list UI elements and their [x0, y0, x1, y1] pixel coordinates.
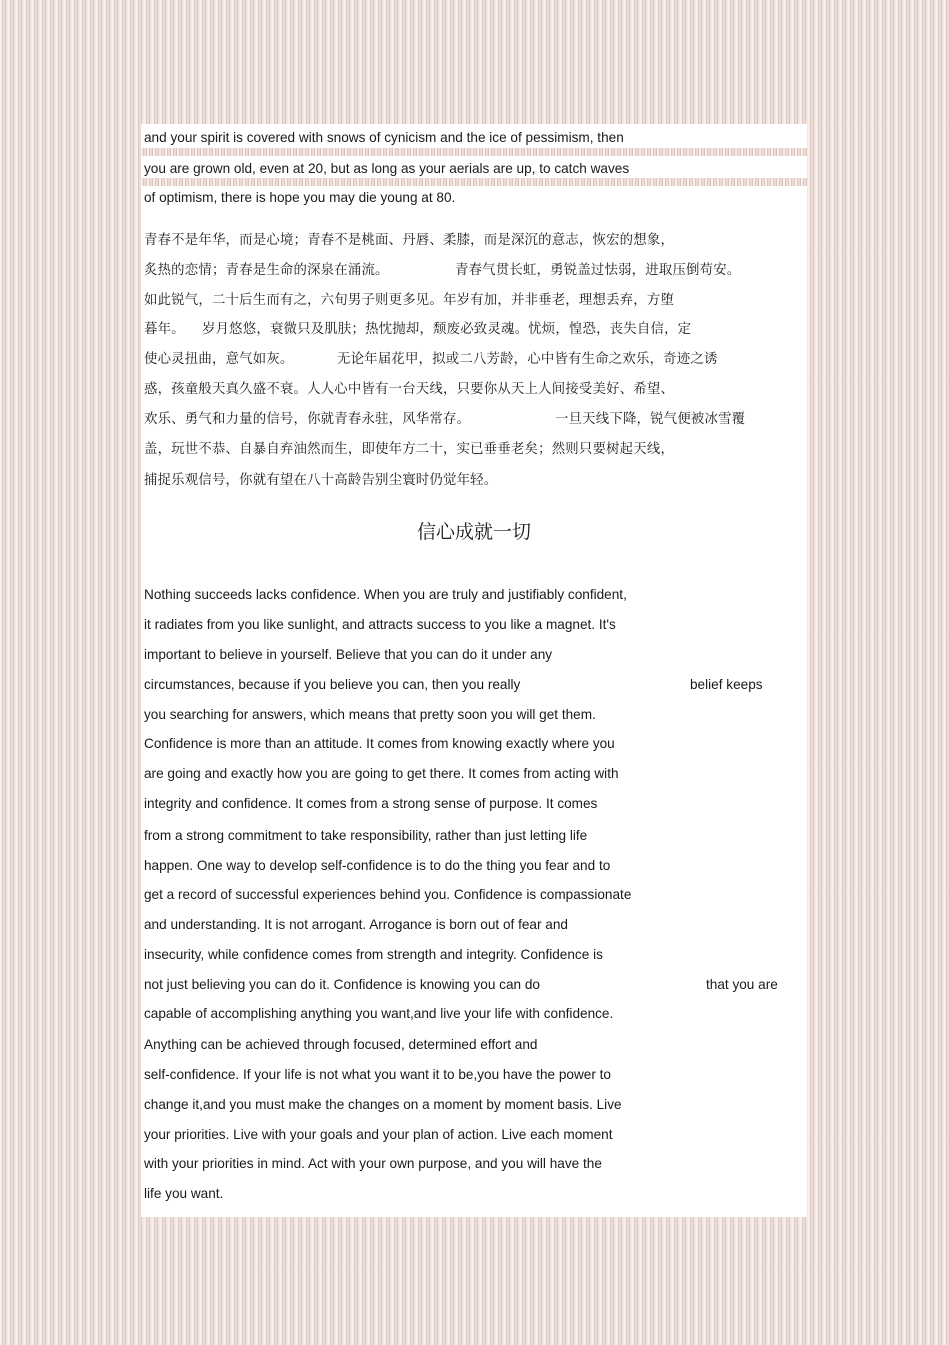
confidence-line: with your priorities in mind. Act with your own purpose, and you will have the — [144, 1156, 602, 1171]
youth-zh-line: 青春气贯长虹，勇锐盖过怯弱，进取压倒苟安。 — [455, 263, 741, 278]
confidence-line: are going and exactly how you are going to get there. It comes from acting with — [144, 766, 619, 781]
confidence-line: your priorities. Live with your goals and your plan of action. Live each moment — [144, 1127, 613, 1142]
confidence-line: life you want. — [144, 1186, 224, 1201]
page-paper — [141, 124, 807, 1217]
confidence-line: Anything can be achieved through focused, determined effort and — [144, 1037, 538, 1052]
intro-line: of optimism, there is hope you may die young at 80. — [144, 190, 456, 205]
confidence-line: Confidence is more than an attitude. It comes from knowing exactly where you — [144, 736, 615, 751]
intro-line: you are grown old, even at 20, but as long as your aerials are up, to catch waves — [144, 161, 630, 176]
youth-zh-line: 如此锐气，二十后生而有之，六旬男子则更多见。年岁有加，并非垂老，理想丢弃，方堕 — [144, 293, 675, 308]
confidence-line: get a record of successful experiences behind you. Confidence is compassionate — [144, 887, 632, 902]
youth-zh-line: 岁月悠悠，衰微只及肌肤；热忱抛却，颓废必致灵魂。忧烦，惶恐，丧失自信，定 — [202, 322, 692, 337]
youth-zh-line: 无论年届花甲，拟或二八芳龄，心中皆有生命之欢乐，奇迹之诱 — [337, 352, 718, 367]
confidence-line: important to believe in yourself. Believe that you can do it under any — [144, 647, 553, 662]
confidence-line: belief keeps — [690, 677, 763, 692]
youth-zh-line: 青春不是年华，而是心境；青春不是桃面、丹唇、柔膝，而是深沉的意志，恢宏的想象， — [144, 233, 675, 248]
youth-zh-line: 欢乐、勇气和力量的信号，你就青春永驻，风华常存。 — [144, 412, 471, 427]
confidence-line: from a strong commitment to take responsibility, rather than just letting life — [144, 828, 588, 843]
confidence-line: you searching for answers, which means that pretty soon you will get them. — [144, 707, 596, 722]
section-title: 信心成就一切 — [416, 521, 531, 543]
youth-zh-line: 炙热的恋情；青春是生命的深泉在涌流。 — [144, 263, 389, 278]
confidence-line: self-confidence. If your life is not what you want it to be,you have the power to — [144, 1067, 611, 1082]
youth-zh-line: 盖，玩世不恭、自暴自弃油然而生，即使年方二十，实已垂垂老矣；然则只要树起天线， — [144, 442, 675, 457]
youth-zh-line: 捕捉乐观信号，你就有望在八十高龄告别尘寰时仍觉年轻。 — [144, 473, 498, 488]
youth-zh-line: 一旦天线下降，锐气便被冰雪覆 — [555, 412, 746, 427]
confidence-line: capable of accomplishing anything you want,and live your life with confidence. — [144, 1006, 614, 1021]
confidence-line: change it,and you must make the changes on a moment by moment basis. Live — [144, 1097, 622, 1112]
confidence-line: that you are — [706, 977, 778, 992]
confidence-line: circumstances, because if you believe you can, then you really — [144, 677, 521, 692]
page-divider — [141, 148, 807, 156]
confidence-line: insecurity, while confidence comes from strength and integrity. Confidence is — [144, 947, 603, 962]
confidence-line: it radiates from you like sunlight, and attracts success to you like a magnet. It's — [144, 617, 616, 632]
confidence-line: Nothing succeeds lacks confidence. When you are truly and justifiably confident, — [144, 587, 627, 602]
confidence-line: integrity and confidence. It comes from a strong sense of purpose. It comes — [144, 796, 598, 811]
confidence-line: not just believing you can do it. Confidence is knowing you can do — [144, 977, 540, 992]
youth-zh-line: 暮年。 — [144, 322, 185, 337]
page-divider — [141, 178, 807, 186]
confidence-line: happen. One way to develop self-confidence is to do the thing you fear and to — [144, 858, 611, 873]
intro-line: and your spirit is covered with snows of cynicism and the ice of pessimism, then — [144, 130, 624, 145]
youth-zh-line: 惑，孩童般天真久盛不衰。人人心中皆有一台天线，只要你从天上人间接受美好、希望、 — [144, 382, 675, 397]
confidence-line: and understanding. It is not arrogant. Arrogance is born out of fear and — [144, 917, 568, 932]
youth-zh-line: 使心灵扭曲，意气如灰。 — [144, 352, 294, 367]
